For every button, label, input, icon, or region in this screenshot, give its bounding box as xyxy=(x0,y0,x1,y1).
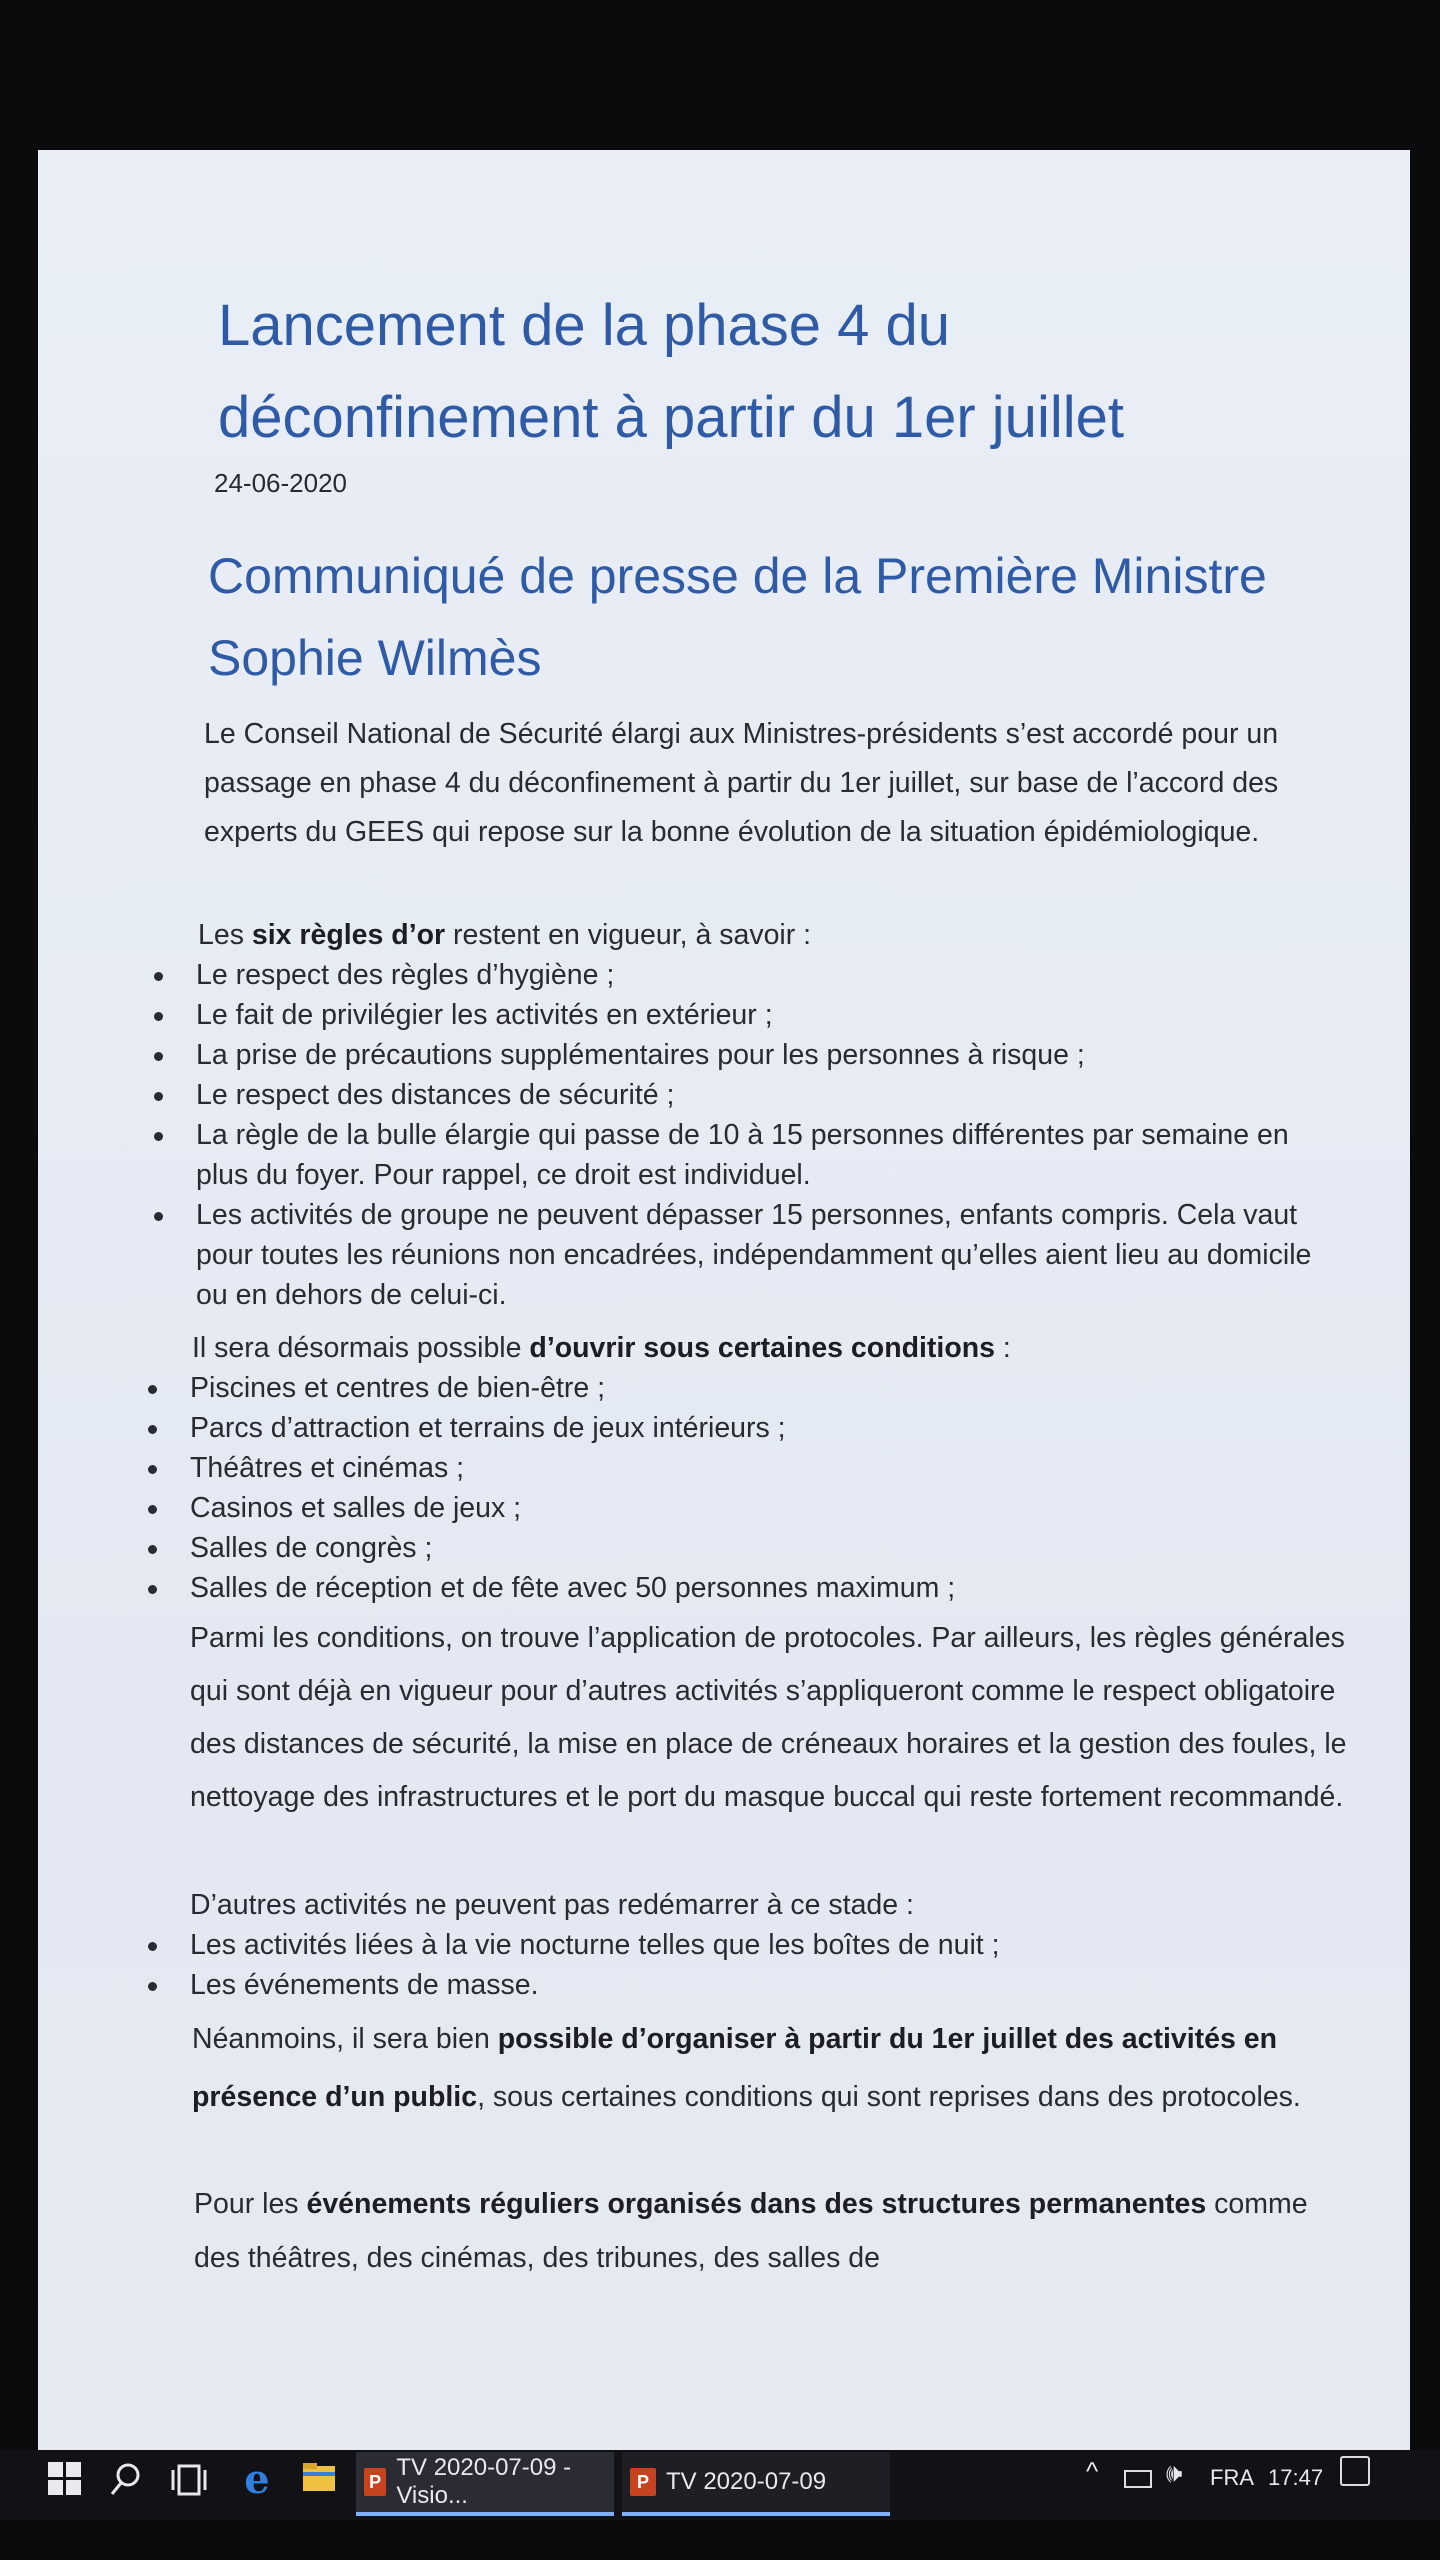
intro-paragraph: Le Conseil National de Sécurité élargi aux Ministres-présidents s’est accordé pour un passage en phase 4 du déconfinement à partir du 1er juillet, sur base de l’accord des experts du GEES qui repose sur la bonne évolution de la situation épidémiologique. xyxy=(204,718,1279,848)
powerpoint-icon: P xyxy=(364,2468,386,2496)
taskbar-app-powerpoint-visio[interactable] xyxy=(356,2452,614,2516)
notification-icon[interactable] xyxy=(1340,2456,1370,2486)
list-item: Théâtres et cinémas ; xyxy=(190,1448,1310,1488)
publication-date: 24-06-2020 xyxy=(214,468,347,498)
events-text-end: comme des théâtres, des cinémas, des tribunes, des salles de xyxy=(194,2188,1308,2274)
open-list xyxy=(190,1368,1310,1608)
list-item: Casinos et salles de jeux ; xyxy=(190,1488,1310,1528)
list-item: Parcs d’attraction et terrains de jeux intérieurs ; xyxy=(190,1408,1310,1448)
battery-icon[interactable] xyxy=(1124,2470,1152,2488)
conditions-paragraph: Parmi les conditions, on trouve l’application de protocoles. Par ailleurs, les règles générales qui sont déjà en vigueur pour d’autres activités s’appliqueront comme le respect obligatoire des distances de sécurité, la mise en place de créneaux horaires et la gestion des foules, le nettoyage des infrastructures et le port du masque buccal qui reste fortement recommandé. xyxy=(190,1622,1347,1813)
task-view-icon[interactable] xyxy=(170,2460,208,2500)
rules-lead xyxy=(198,915,1348,955)
page-subtitle: Communiqué de presse de la Première Ministre Sophie Wilmès xyxy=(208,548,1267,686)
list-item: La règle de la bulle élargie qui passe de 10 à 15 personnes différentes par semaine en plus du foyer. Pour rappel, ce droit est individuel. xyxy=(196,1115,1316,1195)
windows-start-icon[interactable] xyxy=(48,2462,82,2496)
public-paragraph xyxy=(192,2010,1352,2126)
closed-lead: D’autres activités ne peuvent pas redémarrer à ce stade : xyxy=(190,1889,914,1921)
list-item: Salles de congrès ; xyxy=(190,1528,1310,1568)
list-item: Les activités de groupe ne peuvent dépasser 15 personnes, enfants compris. Cela vaut pour toutes les réunions non encadrées, indépendamment qu’elles aient lieu au domicile ou en dehors de celui-ci. xyxy=(196,1195,1316,1315)
list-item: Le respect des distances de sécurité ; xyxy=(196,1075,1316,1115)
events-text: Pour les xyxy=(194,2188,307,2220)
open-lead-text-end: : xyxy=(995,1332,1011,1364)
list-item: Le respect des règles d’hygiène ; xyxy=(196,955,1316,995)
open-lead-text: Il sera désormais possible xyxy=(192,1332,530,1364)
page-title: Lancement de la phase 4 du déconfinement à partir du 1er juillet xyxy=(218,293,1124,450)
list-item: Les activités liées à la vie nocturne telles que les boîtes de nuit ; xyxy=(190,1925,1310,1965)
list-item: Le fait de privilégier les activités en extérieur ; xyxy=(196,995,1316,1035)
language-indicator[interactable]: FRA xyxy=(1210,2465,1254,2490)
document-page xyxy=(38,150,1410,2450)
powerpoint-icon: P xyxy=(630,2468,656,2496)
rules-lead-text-end: restent en vigueur, à savoir : xyxy=(445,919,812,951)
list-item: La prise de précautions supplémentaires pour les personnes à risque ; xyxy=(196,1035,1316,1075)
rules-list xyxy=(196,955,1316,1315)
rules-lead-bold: six règles d’or xyxy=(251,919,446,951)
taskbar-app-label: TV 2020-07-09 xyxy=(666,2468,827,2495)
taskbar-app-powerpoint[interactable] xyxy=(622,2452,890,2516)
taskbar-app-label: TV 2020-07-09 - Visio... xyxy=(396,2454,572,2509)
document-window xyxy=(38,150,1410,2450)
events-bold: événements réguliers organisés dans des structures permanentes xyxy=(306,2188,1207,2220)
clock[interactable]: 17:47 xyxy=(1268,2465,1324,2490)
edge-icon[interactable]: e xyxy=(244,2455,270,2503)
list-item: Piscines et centres de bien-être ; xyxy=(190,1368,1310,1408)
rules-lead-text: Les xyxy=(198,919,252,951)
volume-icon[interactable]: 🕪 xyxy=(1166,2458,1183,2488)
search-icon[interactable] xyxy=(108,2460,144,2500)
list-item: Les événements de masse. xyxy=(190,1965,1310,2005)
events-paragraph xyxy=(194,2177,1354,2285)
public-text-end: , sous certaines conditions qui sont reprises dans des protocoles. xyxy=(477,2081,1301,2113)
public-text: Néanmoins, il sera bien xyxy=(192,2023,498,2055)
chevron-up-icon[interactable]: ^ xyxy=(1086,2456,1099,2486)
file-explorer-icon[interactable] xyxy=(302,2462,336,2492)
list-item: Salles de réception et de fête avec 50 personnes maximum ; xyxy=(190,1568,1310,1608)
closed-list xyxy=(190,1925,1310,2005)
open-lead xyxy=(192,1328,1342,1368)
open-lead-bold: d’ouvrir sous certaines conditions xyxy=(529,1332,996,1364)
public-bold: possible d’organiser à partir du 1er juillet des activités en présence d’un public xyxy=(192,2023,1278,2113)
